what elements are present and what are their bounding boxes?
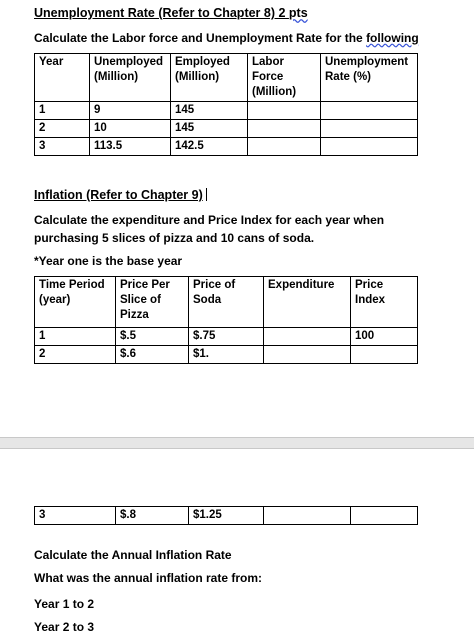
cell-time-period: 1 [35,328,116,346]
cell-price-pizza: $.6 [116,346,189,364]
annual-inflation-question: What was the annual inflation rate from: [34,571,263,585]
cell-price-soda: $1.25 [189,507,264,525]
table-row [35,138,418,156]
following-text: following [366,31,419,45]
year-1-to-2: Year 1 to 2 [34,597,95,611]
cell-expenditure[interactable] [264,507,351,525]
cell-year: 3 [35,138,90,156]
cell-price-soda: $.75 [189,328,264,346]
cell-time-period: 3 [35,507,116,525]
table-row [35,120,418,138]
cell-price-soda: $1. [189,346,264,364]
header-price-soda: Price of Soda [189,277,264,328]
table-header-row [35,277,418,328]
cell-unemployment-rate[interactable] [321,138,418,156]
cell-employed: 142.5 [171,138,248,156]
annual-inflation-heading: Calculate the Annual Inflation Rate [34,548,232,562]
unemployment-heading-text: Unemployment Rate (Refer to Chapter 8) 2 [34,6,289,20]
cell-labor-force[interactable] [248,120,321,138]
unemployment-table [34,53,418,156]
cell-employed: 145 [171,102,248,120]
unemployment-heading [34,6,308,20]
page-break-separator [0,437,474,449]
unemployment-instruction [34,31,419,45]
inflation-table [34,276,418,364]
table-header-row [35,54,418,102]
header-price-pizza: Price Per Slice of Pizza [116,277,189,328]
cell-price-pizza: $.5 [116,328,189,346]
year-2-to-3: Year 2 to 3 [34,620,95,634]
inflation-heading-text: Inflation (Refer to Chapter 9) [34,188,203,202]
cell-year: 1 [35,102,90,120]
cell-year: 2 [35,120,90,138]
inflation-instruction-line2: purchasing 5 slices of pizza and 10 cans of soda. [34,231,315,245]
cell-unemployment-rate[interactable] [321,102,418,120]
header-expenditure: Expenditure [264,277,351,328]
header-time-period: Time Period (year) [35,277,116,328]
pts-text: pts [288,6,308,20]
cell-expenditure[interactable] [264,328,351,346]
cell-employed: 145 [171,120,248,138]
inflation-table-continued [34,506,418,525]
cell-unemployment-rate[interactable] [321,120,418,138]
base-year-note: *Year one is the base year [34,254,183,268]
header-price-index: Price Index [351,277,418,328]
table-row [35,102,418,120]
table-row [35,346,418,364]
header-employed: Employed (Million) [171,54,248,102]
table-row [35,507,418,525]
cell-price-pizza: $.8 [116,507,189,525]
cell-time-period: 2 [35,346,116,364]
header-year: Year [35,54,90,102]
table-row [35,328,418,346]
cell-unemployed: 9 [90,102,171,120]
cell-price-index[interactable]: 100 [351,328,418,346]
inflation-instruction-line1: Calculate the expenditure and Price Index for each year when [34,213,385,227]
cell-price-index[interactable] [351,507,418,525]
cell-unemployed: 10 [90,120,171,138]
cell-expenditure[interactable] [264,346,351,364]
instruction-text: Calculate the Labor force and Unemployment Rate for the [34,31,367,45]
text-cursor [206,188,207,201]
cell-price-index[interactable] [351,346,418,364]
cell-unemployed: 113.5 [90,138,171,156]
cell-labor-force[interactable] [248,102,321,120]
header-unemployed: Unemployed (Million) [90,54,171,102]
header-labor-force: Labor Force (Million) [248,54,321,102]
inflation-heading [34,188,207,202]
header-unemployment-rate: Unemployment Rate (%) [321,54,418,102]
cell-labor-force[interactable] [248,138,321,156]
